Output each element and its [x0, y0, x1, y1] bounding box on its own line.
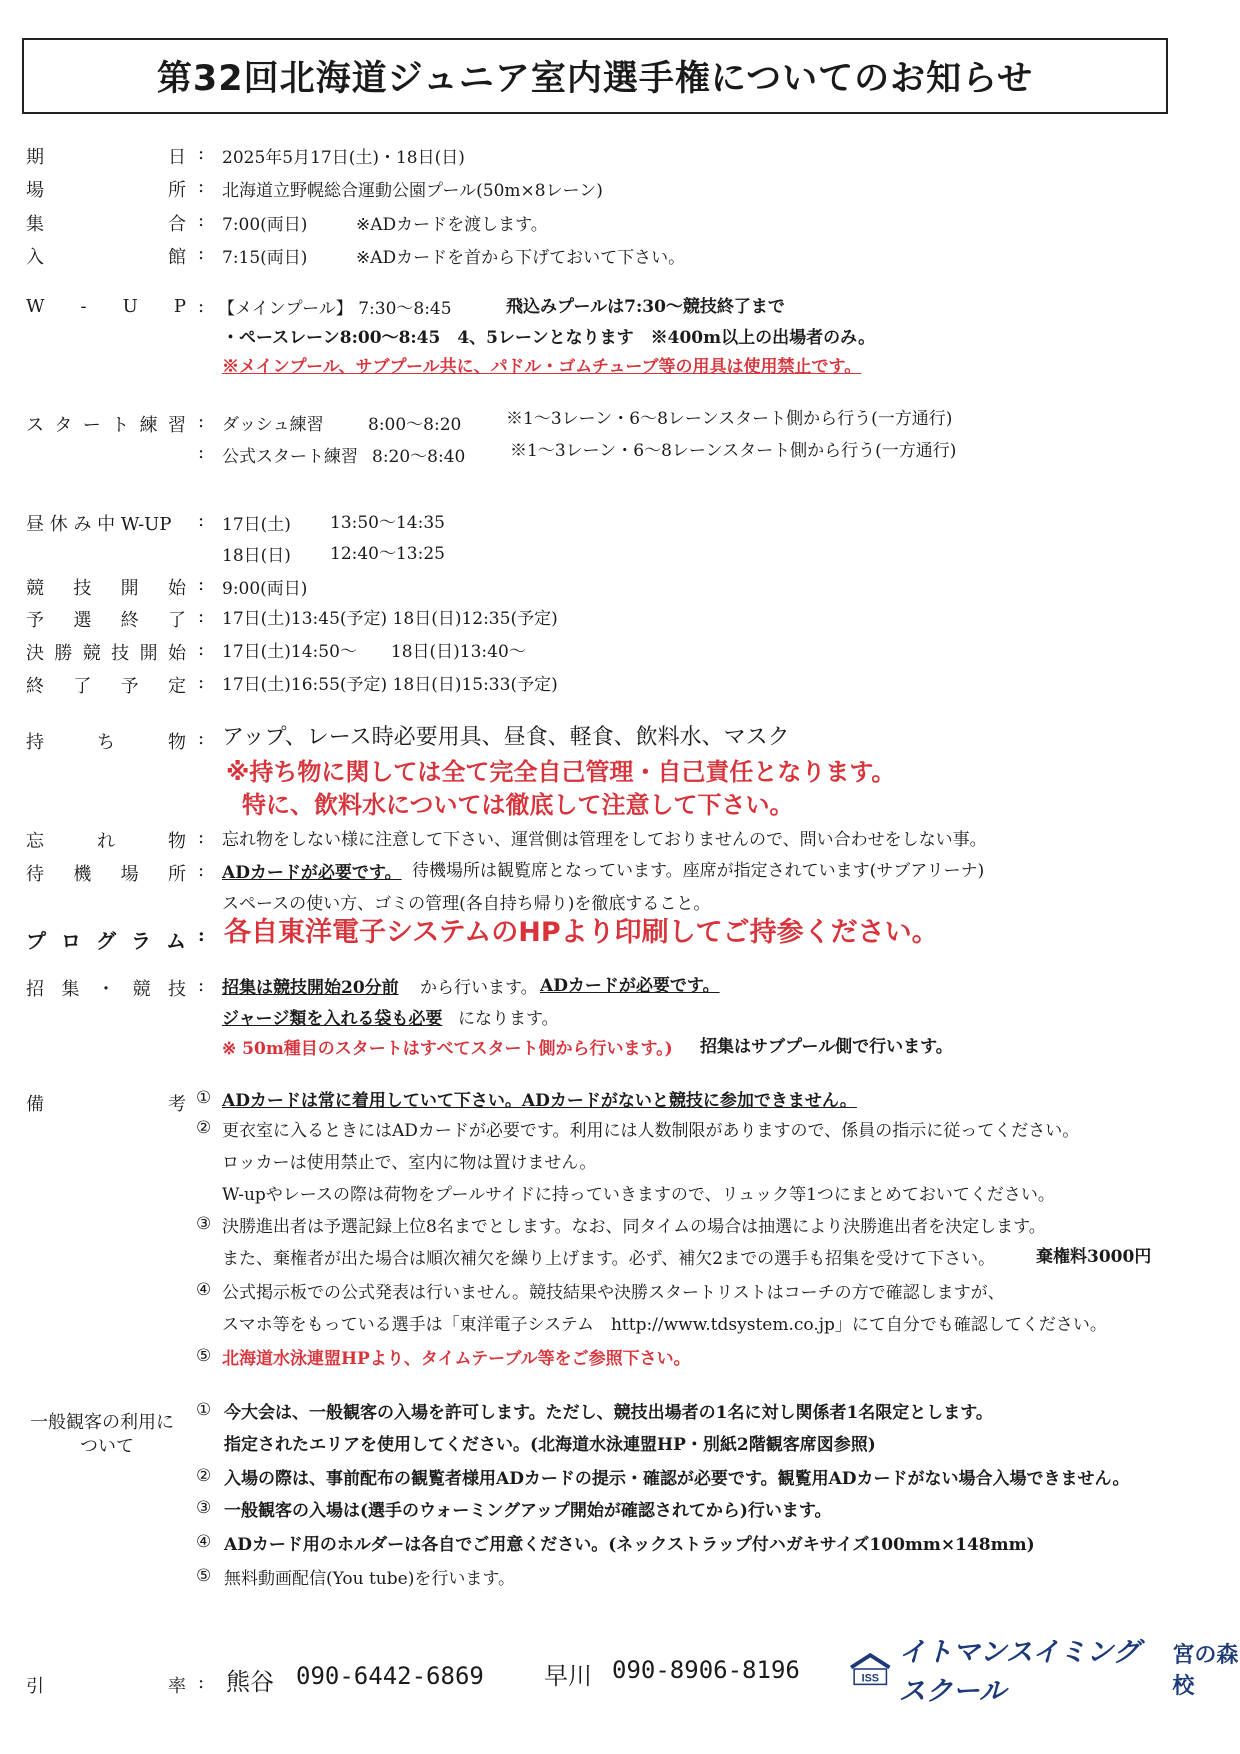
label-leader: 引 率: [26, 1676, 186, 1697]
label-program: プ ロ グ ラ ム: [26, 929, 186, 953]
lunch-day2-time: 12:40〜13:25: [330, 544, 445, 564]
items-list: アップ、レース時必要用具、昼食、軽食、飲料水、マスク: [222, 725, 790, 750]
call-jersey-need: になります。: [458, 1009, 559, 1029]
leader-phone-2: 090-8906-8196: [612, 1656, 800, 1684]
title-box: [22, 38, 1168, 114]
notes-3-line1: 決勝進出者は予選記録上位8名までとします。なお、同タイムの場合は抽選により決勝進出者を決定します。: [222, 1217, 1046, 1237]
leader-phone-1: 090-6442-6869: [296, 1662, 484, 1690]
label-lost: 忘 れ 物: [26, 831, 186, 852]
colon: :: [198, 296, 205, 317]
spect-4-line1: ADカード用のホルダーは各自でご用意ください。(ネックストラップ付ハガキサイズ100mm×148mm): [224, 1535, 1035, 1555]
waiting-seat: 待機場所は観覧席となっています。座席が指定されています(サブアリーナ): [412, 861, 985, 881]
spect-num-5: ⑤: [196, 1566, 212, 1586]
call-50m-note: ※ 50m種目のスタートはすべてスタート側から行います。): [222, 1039, 673, 1059]
lunch-day2: 18日(日): [222, 546, 291, 566]
endplan-text: 17日(土)16:55(予定) 18日(日)15:33(予定): [222, 675, 558, 695]
notes-4-line2: スマホ等をもっている選手は「東洋電子システム http://www.tdsystem.co.jp」にて自分でも確認してください。: [222, 1315, 1107, 1335]
notes-2-line3: W-upやレースの際は荷物をプールサイドに持っていきますので、リュック等1つにまとめておいてください。: [222, 1185, 1055, 1205]
notes-num-4: ④: [196, 1280, 212, 1300]
colon: :: [198, 606, 205, 627]
start-dash: ダッシュ練習: [222, 415, 324, 435]
spect-1-line1: 今大会は、一般観客の入場を許可します。ただし、競技出場者の1名に対し関係者1名限定とします。: [224, 1403, 993, 1423]
spect-num-2: ②: [196, 1466, 212, 1486]
label-notes: 備 考: [26, 1094, 186, 1115]
label-call: 招 集 ・ 競 技: [26, 979, 186, 1000]
waiting-ad: ADカードが必要です。: [222, 863, 402, 883]
wup-main: 【メインプール】 7:30〜8:45: [218, 299, 452, 319]
notes-5-line1: 北海道水泳連盟HPより、タイムテーブル等をご参照下さい。: [222, 1349, 691, 1369]
label-endplan: 終 了 予 定: [26, 676, 186, 697]
colon: :: [198, 574, 205, 595]
colon: :: [198, 176, 205, 197]
notes-1-line1: ADカードは常に着用していて下さい。ADカードがないと競技に参加できません。: [222, 1091, 857, 1111]
items-water-warning: 特に、飲料水については徹底して注意して下さい。: [242, 791, 794, 819]
wup-warning: ※メインプール、サブプール共に、パドル・ゴムチューブ等の用具は使用禁止です。: [222, 357, 862, 377]
colon: :: [198, 827, 205, 848]
label-wup: W - U P: [26, 296, 186, 317]
colon: :: [198, 672, 205, 693]
notes-num-3: ③: [196, 1214, 212, 1234]
spect-2-line1: 入場の際は、事前配布の観覧者様用ADカードの提示・確認が必要です。観覧用ADカードがない場合入場できません。: [224, 1469, 1130, 1489]
notes-num-5: ⑤: [196, 1346, 212, 1366]
notes-3-line2: また、棄権者が出た場合は順次補欠を繰り上げます。必ず、補欠2までの選手も招集を受けて下さい。: [222, 1249, 996, 1269]
colon: :: [198, 925, 205, 946]
waiting-rules: スペースの使い方、ゴミの管理(各自持ち帰り)を徹底すること。: [222, 894, 711, 914]
items-warning: ※持ち物に関しては全て完全自己管理・自己責任となります。: [226, 758, 896, 786]
colon: :: [198, 510, 205, 531]
label-spectators-2: ついて: [80, 1436, 134, 1457]
wup-diving: 飛込みプールは7:30〜競技終了まで: [506, 297, 785, 317]
call-ad-required: ADカードが必要です。: [540, 976, 720, 996]
colon: :: [198, 975, 205, 996]
colon: :: [198, 639, 205, 660]
leader-name-2: 早川: [544, 1662, 592, 1690]
colon: :: [198, 243, 205, 264]
swim-logo-icon: [848, 1645, 893, 1693]
notes-num-1: ①: [196, 1088, 212, 1108]
colon: :: [198, 143, 205, 164]
spect-num-4: ④: [196, 1532, 212, 1552]
colon: :: [198, 728, 205, 749]
date-text: 2025年5月17日(土)・18日(日): [222, 148, 465, 168]
colon: :: [198, 442, 205, 463]
gather-note: ※ADカードを渡します。: [356, 215, 548, 235]
colon: :: [198, 860, 205, 881]
entry-note: ※ADカードを首から下げておいて下さい。: [356, 248, 686, 268]
spect-num-3: ③: [196, 1498, 212, 1518]
label-entry: 入 館: [26, 247, 186, 268]
start-dash-time: 8:00〜8:20: [368, 415, 462, 435]
label-venue: 場 所: [26, 180, 186, 201]
label-compstart: 競 技 開 始: [26, 578, 186, 599]
leader-name-1: 熊谷: [226, 1668, 274, 1696]
label-lunch: 昼 休 み 中 W-UP: [26, 514, 172, 535]
compstart-text: 9:00(両日): [222, 579, 308, 599]
call-jersey-bag: ジャージ類を入れる袋も必要: [222, 1009, 443, 1029]
venue-text: 北海道立野幌総合運動公園プール(50m×8レーン): [222, 181, 603, 201]
lunch-day1-time: 13:50〜14:35: [330, 513, 445, 533]
label-waiting: 待 機 場 所: [26, 864, 186, 885]
colon: :: [198, 1672, 205, 1693]
program-text: 各自東洋電子システムのHPより印刷してご持参ください。: [224, 917, 939, 948]
spect-3-line1: 一般観客の入場は(選手のウォーミングアップ開始が確認されてから)行います。: [224, 1501, 832, 1521]
colon: :: [198, 411, 205, 432]
label-start: ス タ ー ト 練 習: [26, 415, 186, 436]
label-items: 持 ち 物: [26, 732, 186, 753]
logo-mark: ISS: [861, 1672, 879, 1685]
start-official: 公式スタート練習: [222, 447, 358, 467]
call-20min: 招集は競技開始20分前: [222, 978, 399, 998]
spect-1-line2: 指定されたエリアを使用してください。(北海道水泳連盟HP・別紙2階観客席図参照): [224, 1435, 876, 1455]
notes-3-fee: 棄権料3000円: [1036, 1247, 1152, 1267]
start-dash-note: ※1〜3レーン・6〜8レーンスタート側から行う(一方通行): [506, 409, 953, 429]
notes-num-2: ②: [196, 1118, 212, 1138]
start-official-time: 8:20〜8:40: [372, 447, 466, 467]
label-gather: 集 合: [26, 214, 186, 235]
lunch-day1: 17日(土): [222, 515, 291, 535]
finalstart-text: 17日(土)14:50〜 18日(日)13:40〜: [222, 642, 526, 662]
call-from: から行います。: [420, 978, 538, 998]
logo-text: イトマンスイミングスクール: [898, 1637, 1140, 1707]
notes-2-line1: 更衣室に入るときにはADカードが必要です。利用には人数制限がありますので、係員の指示に従ってください。: [222, 1121, 1080, 1141]
label-finalstart: 決 勝 競 技 開 始: [26, 643, 186, 664]
start-official-note: ※1〜3レーン・6〜8レーンスタート側から行う(一方通行): [510, 441, 957, 461]
logo-branch: 宮の森校: [1172, 1643, 1239, 1699]
page-title: 第32回北海道ジュニア室内選手権についてのお知らせ: [156, 59, 1034, 99]
spect-5-line1: 無料動画配信(You tube)を行います。: [224, 1569, 515, 1589]
call-subpool: 招集はサブプール側で行います。: [700, 1037, 953, 1057]
gather-text: 7:00(両日): [222, 215, 308, 235]
lost-text: 忘れ物をしない様に注意して下さい、運営側は管理をしておりませんので、問い合わせをしない事。: [222, 830, 987, 850]
label-spectators-1: 一般観客の利用に: [30, 1412, 174, 1433]
label-prelimend: 予 選 終 了: [26, 610, 186, 631]
notes-2-line2: ロッカーは使用禁止で、室内に物は置けません。: [222, 1153, 597, 1173]
wup-pace: ・ペースレーン8:00〜8:45 4、5レーンとなります ※400m以上の出場者のみ。: [222, 328, 876, 348]
school-logo: [848, 1630, 1240, 1708]
colon: :: [198, 210, 205, 231]
prelimend-text: 17日(土)13:45(予定) 18日(日)12:35(予定): [222, 609, 558, 629]
label-date: 期 日: [26, 147, 186, 168]
entry-text: 7:15(両日): [222, 248, 308, 268]
spect-num-1: ①: [196, 1400, 212, 1420]
notes-4-line1: 公式掲示板での公式発表は行いません。競技結果や決勝スタートリストはコーチの方で確認しますが、: [222, 1283, 1005, 1303]
